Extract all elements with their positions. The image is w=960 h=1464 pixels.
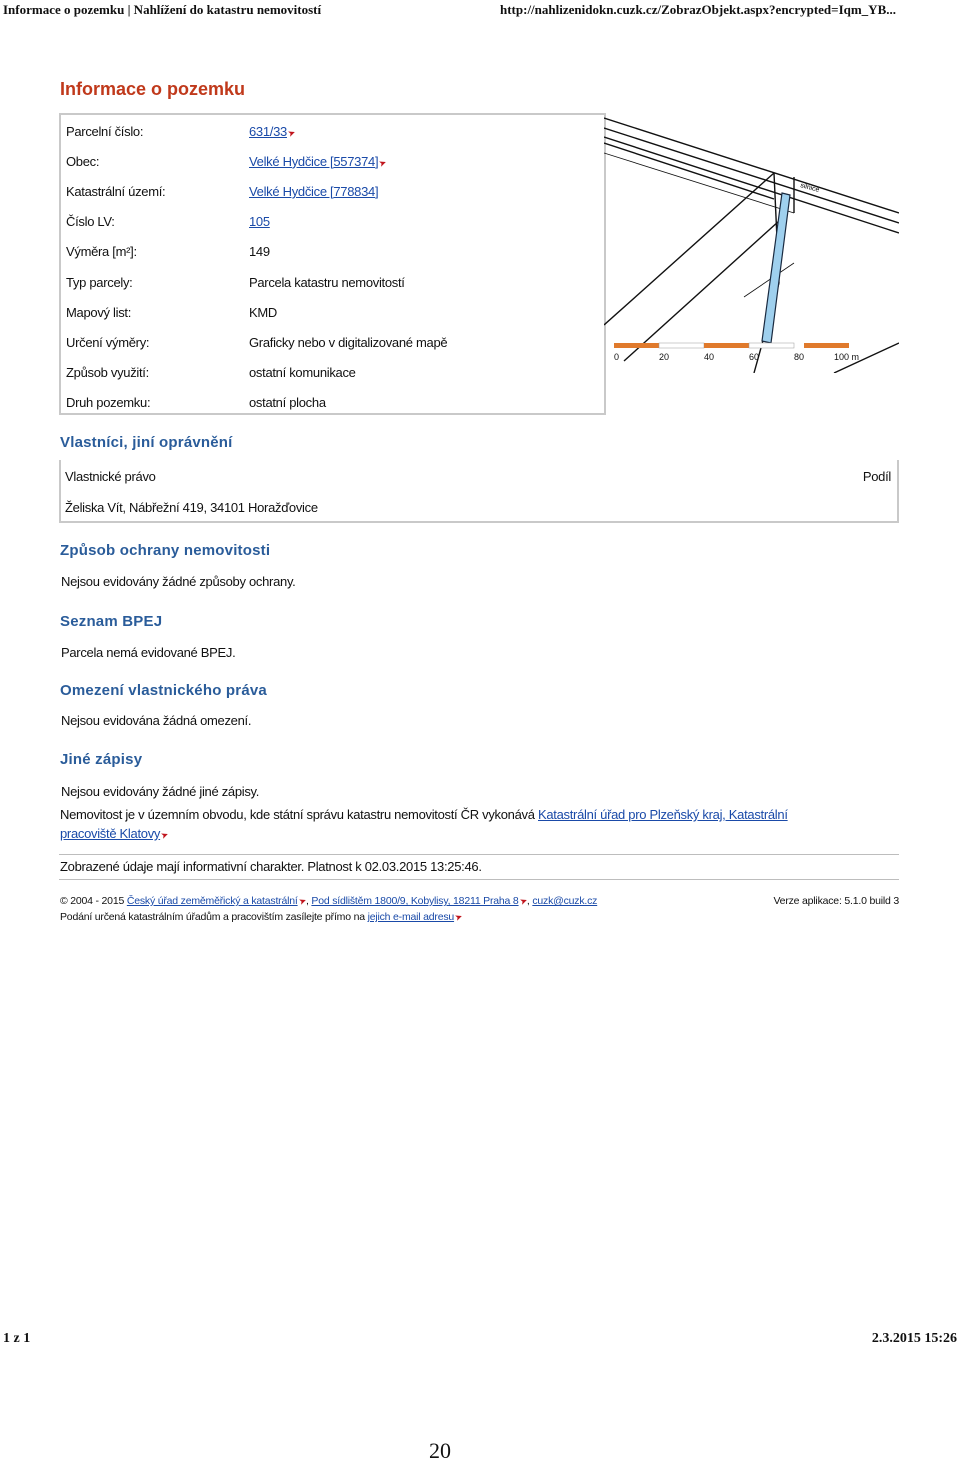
parcel-info-value-cell: [244, 237, 447, 267]
footer-line-1: © 2004 - 2015 Český úřad zeměměřický a katastrální➤, Pod sídlištěm 1800/9, Kobylisy, 18211 Praha 8➤, cuzk@cuzk.cz: [60, 895, 598, 907]
parcel-info-value: Parcela katastru nemovitostí: [249, 274, 405, 290]
parcel-info-row: [61, 176, 447, 206]
external-link-icon: ➤: [377, 156, 388, 169]
parcel-info-label: Typ parcely:: [66, 274, 133, 290]
scale-label: 40: [704, 352, 715, 362]
parcel-info-label: Obec:: [66, 153, 100, 169]
email-link[interactable]: cuzk@cuzk.cz: [532, 895, 598, 907]
parcel-info-value-cell: [244, 327, 447, 357]
parcel-info-row: [61, 207, 447, 237]
footer-line-2: [60, 911, 462, 923]
document-page-number: 20: [429, 1438, 451, 1463]
parcel-info-value: 149: [249, 244, 270, 260]
parcel-info-link[interactable]: 105: [249, 214, 270, 230]
parcel-info-value: ostatní plocha: [249, 395, 326, 411]
parcel-info-label: Mapový list:: [66, 304, 132, 320]
parcel-info-link[interactable]: Velké Hydčice [557374]: [249, 153, 379, 169]
parcel-info-row: [61, 297, 447, 327]
scale-label: 20: [659, 352, 670, 362]
parcel-info-row: [61, 237, 447, 267]
parcel-info-label: Katastrální území:: [66, 183, 166, 199]
road-label: silnice: [799, 182, 821, 194]
scale-bar: [614, 343, 859, 362]
parcel-info-value-cell: [244, 297, 447, 327]
external-link-icon: ➤: [296, 895, 308, 907]
bpej-heading: Seznam BPEJ: [60, 613, 163, 630]
office-link-2[interactable]: pracoviště Klatovy: [60, 826, 161, 841]
other-text: Nejsou evidovány žádné jiné zápisy.: [61, 784, 260, 799]
divider-bottom: [59, 879, 899, 880]
cuzk-link[interactable]: Český úřad zeměměřický a katastrální: [126, 895, 298, 907]
parcel-info-box: [59, 113, 606, 415]
restrictions-heading: Omezení vlastnického práva: [60, 682, 267, 699]
validity-note: Zobrazené údaje mají informativní charakter. Platnost k 02.03.2015 13:25:46.: [60, 859, 482, 874]
restrictions-text: Nejsou evidována žádná omezení.: [61, 713, 252, 728]
external-link-icon: ➤: [159, 829, 170, 841]
parcel-info-row: [61, 267, 447, 297]
external-link-icon: ➤: [453, 911, 464, 923]
parcel-info-value-cell: [244, 358, 447, 388]
owners-table: [59, 460, 899, 523]
parcel-info-value-cell: [244, 116, 447, 146]
page-title: Informace o pozemku: [60, 79, 246, 99]
cadastral-map[interactable]: [604, 113, 899, 373]
submissions-link[interactable]: jejich e-mail adresu: [367, 911, 455, 923]
scale-label: 60: [749, 352, 760, 362]
owners-col-share: Podíl: [862, 469, 891, 484]
parcel-info-row: [61, 388, 447, 418]
print-datetime: 2.3.2015 15:26: [871, 1331, 957, 1346]
parcel-info-value-cell: [244, 176, 447, 206]
office-text: [60, 807, 788, 822]
address-link[interactable]: Pod sídlištěm 1800/9, Kobylisy, 18211 Praha 8: [311, 895, 519, 907]
copyright: © 2004 - 2015: [60, 895, 125, 907]
parcel-info-table: [61, 116, 447, 418]
parcel-info-label: Určení výměry:: [66, 334, 150, 350]
parcel-info-label: Parcelní číslo:: [66, 123, 144, 139]
parcel-info-value: Graficky nebo v digitalizované mapě: [249, 334, 448, 350]
parcel-info-label: Druh pozemku:: [66, 395, 151, 411]
bpej-text: Parcela nemá evidované BPEJ.: [61, 645, 236, 660]
parcel-info-row: [61, 146, 447, 176]
parcel-info-label: Způsob využití:: [66, 365, 149, 381]
parcel-info-value-cell: [244, 388, 447, 418]
submissions-text: Podání určená katastrálním úřadům a pracovištím zasílejte přímo na: [60, 911, 365, 923]
parcel-info-value-cell: [244, 267, 447, 297]
owner-row: Želiska Vít, Nábřežní 419, 34101 Horažďovice: [65, 500, 318, 515]
parcel-info-value: KMD: [249, 304, 277, 320]
parcel-info-row: [61, 327, 447, 357]
parcel-info-label: Číslo LV:: [66, 214, 115, 230]
parcel-info-link[interactable]: 631/33: [249, 123, 287, 139]
office-link-1[interactable]: Katastrální úřad pro Plzeňský kraj, Katastrální: [538, 807, 788, 822]
parcel-info-value-cell: [244, 207, 447, 237]
parcel-info-value: ostatní komunikace: [249, 365, 356, 381]
external-link-icon: ➤: [517, 895, 529, 907]
parcel-info-row: [61, 358, 447, 388]
office-text-label: Nemovitost je v územním obvodu, kde státní správu katastru nemovitostí ČR vykonává: [60, 807, 535, 822]
protection-heading: Způsob ochrany nemovitosti: [60, 542, 271, 559]
app-version: Verze aplikace: 5.1.0 build 3: [773, 895, 899, 907]
owners-col-right: Vlastnické právo: [65, 469, 156, 484]
other-heading: Jiné zápisy: [60, 751, 143, 768]
parcel-info-link[interactable]: Velké Hydčice [778834]: [249, 183, 379, 199]
print-header-title: Informace o pozemku | Nahlížení do katastru nemovitostí: [3, 2, 322, 17]
parcel-info-value-cell: [244, 146, 447, 176]
parcel-info-row: [61, 116, 447, 146]
cadastral-map-svg: [604, 113, 899, 373]
print-header-url: http://nahlizenidokn.cuzk.cz/ZobrazObjekt.aspx?encrypted=Iqm_YB...: [500, 2, 896, 17]
parcel-info-label: Výměra [m²]:: [66, 244, 137, 260]
external-link-icon: ➤: [286, 126, 297, 139]
print-page-count: 1 z 1: [3, 1331, 31, 1346]
protection-text: Nejsou evidovány žádné způsoby ochrany.: [61, 574, 296, 589]
scale-label: 0: [614, 352, 620, 362]
owners-heading: Vlastníci, jiní oprávnění: [60, 434, 233, 451]
divider-top: [59, 854, 899, 855]
office-text-2: [60, 826, 168, 841]
scale-label: 100 m: [834, 352, 860, 362]
scale-label: 80: [794, 352, 805, 362]
